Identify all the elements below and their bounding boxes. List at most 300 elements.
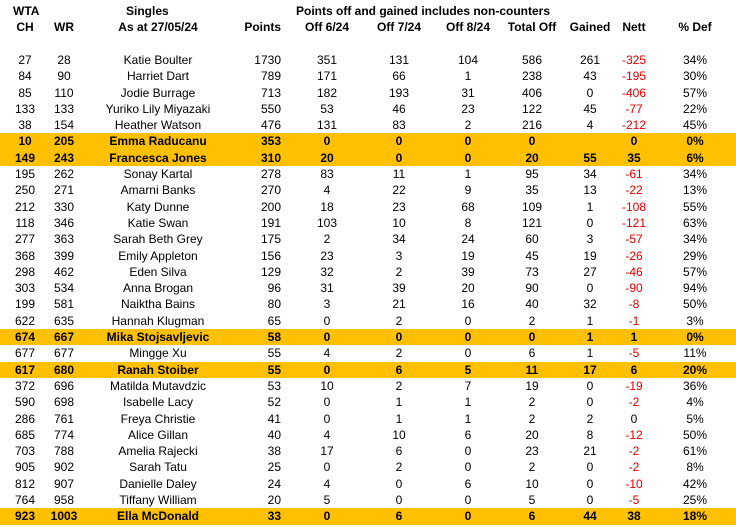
cell-nett: -325 <box>621 53 647 67</box>
cell-off2: 6 <box>395 444 403 459</box>
cell-ch: 677 <box>14 346 36 361</box>
cell-wr: 788 <box>53 444 75 459</box>
cell-total: 216 <box>521 118 543 133</box>
header-def: % Def <box>678 20 712 34</box>
cell-gained: 1 <box>586 346 594 361</box>
cell-gained: 0 <box>586 85 594 100</box>
cell-wr: 635 <box>53 313 75 328</box>
cell-off3: 5 <box>464 362 472 377</box>
cell-off1: 4 <box>323 346 331 361</box>
cell-name: Freya Christie <box>120 411 196 426</box>
cell-points: 33 <box>267 509 281 524</box>
cell-off2: 34 <box>392 232 406 247</box>
table-row <box>0 248 736 264</box>
cell-gained: 0 <box>586 281 594 296</box>
cell-off3: 16 <box>461 297 475 312</box>
cell-gained: 8 <box>586 427 594 442</box>
cell-name: Jodie Burrage <box>120 85 196 100</box>
cell-off1: 0 <box>323 395 331 410</box>
cell-nett: -57 <box>625 232 643 247</box>
cell-points: 40 <box>267 427 281 442</box>
cell-nett: -406 <box>621 85 647 100</box>
cell-ch: 703 <box>14 444 36 459</box>
table-row <box>0 492 736 508</box>
cell-ch: 133 <box>14 101 36 116</box>
table-row <box>0 427 736 443</box>
cell-wr: 90 <box>57 69 71 84</box>
cell-nett: 6 <box>630 362 638 377</box>
cell-ch: 905 <box>14 460 36 475</box>
header-off2: Off 7/24 <box>376 20 421 34</box>
cell-nett: -19 <box>625 378 643 393</box>
cell-wr: 243 <box>53 150 75 165</box>
cell-def: 63% <box>682 215 708 230</box>
header-total: Total Off <box>507 20 557 34</box>
cell-off3: 7 <box>464 378 472 393</box>
cell-nett: -22 <box>625 183 643 198</box>
cell-gained: 45 <box>583 101 597 116</box>
cell-def: 0% <box>686 330 704 345</box>
table-row <box>0 231 736 247</box>
cell-off3: 0 <box>464 313 472 328</box>
cell-off1: 20 <box>320 150 334 165</box>
cell-off2: 0 <box>395 150 403 165</box>
cell-ch: 923 <box>14 509 36 524</box>
cell-total: 6 <box>528 509 536 524</box>
cell-wr: 907 <box>53 476 75 491</box>
table-row <box>0 508 736 524</box>
cell-gained: 19 <box>583 248 597 263</box>
cell-points: 24 <box>267 476 281 491</box>
cell-off3: 104 <box>457 53 479 67</box>
cell-ch: 10 <box>18 134 32 149</box>
cell-off3: 0 <box>464 460 472 475</box>
cell-off2: 10 <box>392 427 406 442</box>
table-row <box>0 443 736 459</box>
cell-off1: 10 <box>320 378 334 393</box>
cell-ch: 590 <box>14 395 36 410</box>
cell-name: Harriet Dart <box>126 69 189 84</box>
cell-total: 586 <box>521 53 543 67</box>
cell-off2: 0 <box>395 330 403 345</box>
cell-nett: -5 <box>628 493 640 508</box>
cell-points: 713 <box>260 85 281 100</box>
cell-wr: 262 <box>53 167 75 182</box>
cell-points: 80 <box>267 297 281 312</box>
header-ch: CH <box>16 20 34 34</box>
cell-def: 61% <box>682 444 708 459</box>
cell-gained: 2 <box>586 411 594 426</box>
cell-off1: 0 <box>323 134 331 149</box>
cell-nett: -2 <box>628 460 640 475</box>
cell-ch: 368 <box>14 248 36 263</box>
cell-total: 95 <box>525 167 539 182</box>
cell-off2: 0 <box>395 493 403 508</box>
cell-name: Ranah Stoiber <box>117 362 199 377</box>
cell-off1: 32 <box>320 264 334 279</box>
cell-off3: 23 <box>461 101 475 116</box>
cell-points: 270 <box>260 183 281 198</box>
cell-total: 73 <box>525 264 539 279</box>
table-row <box>0 280 736 296</box>
cell-name: Isabelle Lacy <box>122 395 194 410</box>
cell-nett: -46 <box>625 264 643 279</box>
cell-total: 2 <box>528 313 536 328</box>
cell-def: 30% <box>682 69 708 84</box>
cell-off2: 66 <box>392 69 406 84</box>
cell-points: 156 <box>260 248 281 263</box>
cell-def: 13% <box>682 183 708 198</box>
cell-off1: 0 <box>323 411 331 426</box>
cell-gained: 13 <box>583 183 597 198</box>
cell-off1: 182 <box>316 85 338 100</box>
cell-total: 406 <box>521 85 543 100</box>
cell-wr: 667 <box>53 330 75 345</box>
cell-nett: 1 <box>630 330 638 345</box>
cell-ch: 622 <box>14 313 36 328</box>
cell-off2: 39 <box>392 281 406 296</box>
cell-off1: 103 <box>316 215 338 230</box>
header-wr: WR <box>54 20 74 34</box>
cell-gained: 261 <box>579 53 601 67</box>
cell-def: 50% <box>682 297 708 312</box>
cell-off1: 17 <box>320 444 334 459</box>
table-row <box>0 296 736 312</box>
cell-ch: 685 <box>14 427 36 442</box>
cell-off1: 4 <box>323 476 331 491</box>
cell-ch: 27 <box>18 53 32 67</box>
cell-name: Anna Brogan <box>122 281 194 296</box>
cell-off2: 10 <box>392 215 406 230</box>
cell-total: 23 <box>525 444 539 459</box>
cell-off1: 351 <box>316 53 338 67</box>
cell-nett: -77 <box>625 101 643 116</box>
cell-wr: 330 <box>53 199 75 214</box>
table-row <box>0 215 736 231</box>
table-row <box>0 313 736 329</box>
cell-points: 52 <box>267 395 281 410</box>
table-row <box>0 150 736 166</box>
cell-def: 22% <box>682 101 708 116</box>
cell-off2: 21 <box>392 297 406 312</box>
cell-nett: 0 <box>630 134 638 149</box>
cell-wr: 110 <box>54 85 74 100</box>
cell-off1: 171 <box>316 69 338 84</box>
cell-gained: 43 <box>583 69 597 84</box>
cell-wr: 761 <box>53 411 75 426</box>
cell-points: 175 <box>260 232 281 247</box>
cell-gained: 0 <box>586 378 594 393</box>
cell-points: 310 <box>260 150 281 165</box>
cell-nett: 0 <box>630 411 638 426</box>
cell-gained: 0 <box>586 215 594 230</box>
cell-off3: 0 <box>464 346 472 361</box>
cell-gained: 17 <box>583 362 597 377</box>
cell-def: 4% <box>686 395 704 410</box>
cell-ch: 298 <box>14 264 36 279</box>
cell-off2: 0 <box>395 134 403 149</box>
cell-off3: 2 <box>464 118 472 133</box>
cell-total: 238 <box>521 69 543 84</box>
cell-off1: 0 <box>323 460 331 475</box>
table-row <box>0 52 736 68</box>
cell-points: 129 <box>260 264 281 279</box>
cell-off3: 0 <box>464 150 472 165</box>
cell-nett: -195 <box>621 69 647 84</box>
cell-points: 20 <box>267 493 281 508</box>
cell-wr: 698 <box>53 395 75 410</box>
cell-ch: 84 <box>18 69 32 84</box>
cell-gained: 27 <box>583 264 597 279</box>
cell-total: 10 <box>525 476 539 491</box>
cell-ch: 38 <box>18 118 32 133</box>
cell-ch: 372 <box>14 378 36 393</box>
cell-off2: 6 <box>395 362 403 377</box>
cell-off3: 0 <box>464 330 472 345</box>
cell-points: 353 <box>260 134 281 149</box>
table-row <box>0 411 736 427</box>
table-row <box>0 329 736 345</box>
cell-def: 57% <box>682 85 708 100</box>
cell-total: 0 <box>528 330 536 345</box>
cell-points: 550 <box>260 101 281 116</box>
cell-off3: 20 <box>461 281 475 296</box>
cell-nett: 38 <box>627 509 641 524</box>
cell-points: 1730 <box>254 53 281 67</box>
table-row <box>0 264 736 280</box>
cell-gained: 3 <box>586 232 594 247</box>
cell-off2: 22 <box>392 183 406 198</box>
cell-ch: 674 <box>14 330 36 345</box>
cell-def: 0% <box>686 134 704 149</box>
cell-off2: 1 <box>395 395 403 410</box>
cell-nett: -108 <box>621 199 647 214</box>
cell-def: 11% <box>683 346 707 361</box>
cell-nett: -212 <box>621 118 647 133</box>
cell-off1: 18 <box>320 199 334 214</box>
cell-def: 34% <box>682 53 708 67</box>
cell-off3: 1 <box>464 69 472 84</box>
cell-wr: 581 <box>53 297 75 312</box>
table-row <box>0 362 736 378</box>
cell-wr: 677 <box>53 346 75 361</box>
cell-off3: 9 <box>464 183 472 198</box>
cell-points: 476 <box>260 118 281 133</box>
cell-nett: 35 <box>627 150 641 165</box>
cell-wr: 346 <box>53 215 75 230</box>
cell-nett: -121 <box>621 215 647 230</box>
cell-def: 34% <box>682 167 708 182</box>
cell-off2: 2 <box>395 313 403 328</box>
cell-nett: -1 <box>628 313 640 328</box>
cell-def: 6% <box>686 150 704 165</box>
cell-off3: 31 <box>461 85 475 100</box>
cell-off3: 1 <box>464 167 472 182</box>
cell-name: Francesca Jones <box>109 150 207 165</box>
header-wta: WTA <box>13 4 40 18</box>
cell-off2: 0 <box>395 476 403 491</box>
cell-points: 278 <box>260 167 281 182</box>
table-row <box>0 394 736 410</box>
cell-off2: 46 <box>392 101 406 116</box>
header-points-note: Points off and gained includes non-counters <box>296 4 551 18</box>
cell-wr: 205 <box>53 134 75 149</box>
cell-name: Sarah Beth Grey <box>113 232 203 247</box>
header-off3: Off 8/24 <box>445 20 490 34</box>
cell-off3: 6 <box>464 476 472 491</box>
cell-off1: 31 <box>320 281 334 296</box>
cell-total: 6 <box>528 346 536 361</box>
cell-ch: 85 <box>18 85 32 100</box>
cell-gained: 32 <box>583 297 597 312</box>
cell-off1: 0 <box>323 330 331 345</box>
cell-ch: 617 <box>14 362 36 377</box>
cell-nett: -2 <box>628 395 640 410</box>
cell-ch: 764 <box>14 493 36 508</box>
rankings-table <box>0 52 736 525</box>
cell-ch: 286 <box>14 411 36 426</box>
cell-points: 38 <box>267 444 281 459</box>
cell-ch: 195 <box>14 167 36 182</box>
cell-off2: 2 <box>395 346 403 361</box>
cell-off2: 2 <box>395 264 403 279</box>
cell-wr: 133 <box>53 101 75 116</box>
cell-def: 42% <box>682 476 708 491</box>
cell-def: 50% <box>682 427 708 442</box>
cell-off1: 83 <box>320 167 334 182</box>
cell-nett: -8 <box>628 297 640 312</box>
cell-total: 109 <box>521 199 543 214</box>
cell-name: Yuriko Lily Miyazaki <box>105 101 211 116</box>
table-row <box>0 101 736 117</box>
cell-off1: 3 <box>323 297 331 312</box>
cell-name: Mingge Xu <box>129 346 187 361</box>
cell-total: 45 <box>525 248 539 263</box>
cell-def: 29% <box>682 248 708 263</box>
cell-off1: 5 <box>323 493 331 508</box>
cell-def: 55% <box>682 199 708 214</box>
cell-name: Emma Raducanu <box>109 134 207 149</box>
cell-wr: 271 <box>53 183 75 198</box>
cell-name: Ella McDonald <box>116 509 199 524</box>
cell-name: Sonay Kartal <box>123 167 193 182</box>
cell-name: Mika Stojsavljevic <box>106 330 210 345</box>
cell-gained: 1 <box>586 330 594 345</box>
header-gained: Gained <box>569 20 611 34</box>
cell-off2: 3 <box>395 248 403 263</box>
cell-def: 34% <box>682 232 708 247</box>
cell-name: Amelia Rajecki <box>118 444 198 459</box>
cell-off2: 11 <box>392 167 406 182</box>
cell-wr: 363 <box>53 232 75 247</box>
cell-name: Naiktha Bains <box>120 297 196 312</box>
cell-ch: 118 <box>15 215 35 230</box>
cell-ch: 212 <box>14 199 36 214</box>
cell-total: 0 <box>528 134 536 149</box>
cell-off1: 2 <box>323 232 331 247</box>
cell-name: Alice Gillan <box>127 427 189 442</box>
cell-name: Heather Watson <box>114 118 202 133</box>
header-as-at: As at 27/05/24 <box>118 20 198 34</box>
table-row <box>0 345 736 361</box>
cell-off1: 23 <box>320 248 334 263</box>
table-row <box>0 378 736 394</box>
cell-points: 55 <box>267 362 281 377</box>
cell-off3: 0 <box>464 444 472 459</box>
cell-total: 35 <box>525 183 539 198</box>
cell-name: Sarah Tatu <box>129 460 187 475</box>
cell-def: 45% <box>682 118 708 133</box>
cell-ch: 250 <box>14 183 36 198</box>
cell-total: 19 <box>525 378 539 393</box>
cell-def: 8% <box>686 460 704 475</box>
cell-gained: 1 <box>586 199 594 214</box>
table-row <box>0 166 736 182</box>
cell-total: 2 <box>528 395 536 410</box>
cell-off3: 6 <box>464 427 472 442</box>
cell-wr: 154 <box>53 118 75 133</box>
cell-name: Eden Silva <box>129 264 187 279</box>
cell-ch: 812 <box>14 476 36 491</box>
cell-def: 3% <box>686 313 704 328</box>
cell-name: Danielle Daley <box>119 476 197 491</box>
cell-name: Katy Dunne <box>126 199 190 214</box>
table-row <box>0 85 736 101</box>
cell-wr: 399 <box>53 248 75 263</box>
header-singles: Singles <box>126 4 169 18</box>
cell-off3: 24 <box>461 232 475 247</box>
cell-name: Hannah Klugman <box>111 313 205 328</box>
cell-points: 53 <box>267 378 281 393</box>
cell-nett: -10 <box>625 476 643 491</box>
cell-gained: 55 <box>583 150 597 165</box>
header-points: Points <box>244 20 281 34</box>
cell-total: 5 <box>528 493 536 508</box>
cell-nett: -2 <box>628 444 640 459</box>
cell-wr: 534 <box>53 281 75 296</box>
cell-def: 18% <box>682 509 708 524</box>
cell-off2: 2 <box>395 378 403 393</box>
cell-wr: 774 <box>53 427 75 442</box>
cell-points: 55 <box>267 346 281 361</box>
cell-total: 60 <box>525 232 539 247</box>
cell-gained: 0 <box>586 395 594 410</box>
cell-wr: 902 <box>53 460 75 475</box>
cell-off3: 0 <box>464 134 472 149</box>
cell-total: 20 <box>525 427 539 442</box>
cell-wr: 462 <box>53 264 75 279</box>
cell-gained: 0 <box>586 476 594 491</box>
cell-nett: -90 <box>625 281 643 296</box>
cell-def: 20% <box>682 362 708 377</box>
cell-off3: 1 <box>464 395 472 410</box>
cell-name: Amarni Banks <box>120 183 196 198</box>
table-row <box>0 133 736 149</box>
cell-wr: 696 <box>53 378 75 393</box>
cell-total: 11 <box>525 362 539 377</box>
cell-total: 2 <box>528 460 536 475</box>
cell-gained: 34 <box>583 167 597 182</box>
cell-gained: 0 <box>586 460 594 475</box>
cell-points: 25 <box>267 460 281 475</box>
cell-wr: 958 <box>53 493 75 508</box>
cell-name: Katie Boulter <box>123 53 193 67</box>
cell-points: 96 <box>267 281 281 296</box>
table-row <box>0 199 736 215</box>
cell-name: Tiffany William <box>119 493 197 508</box>
cell-wr: 680 <box>53 362 75 377</box>
table-row <box>0 476 736 492</box>
